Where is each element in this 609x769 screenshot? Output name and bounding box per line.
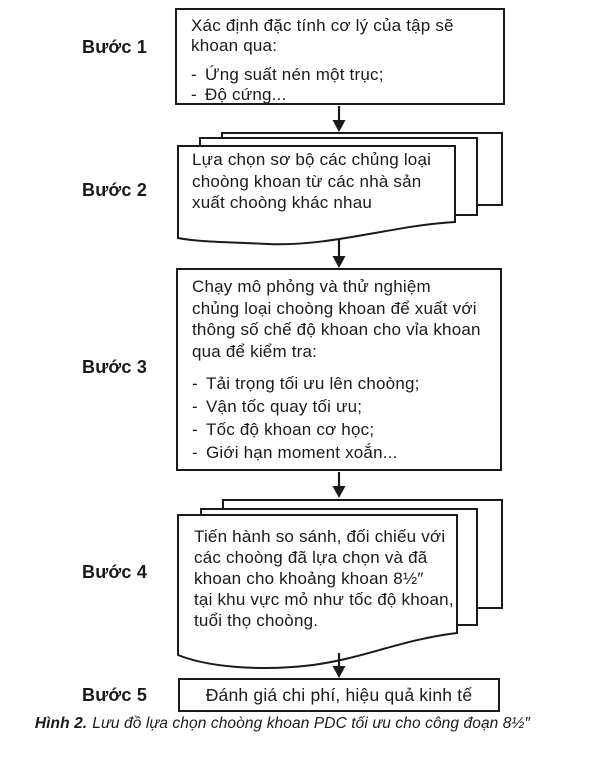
step-label-5: Bước 5 — [82, 685, 148, 705]
step4-text: Tiến hành so sánh, đối chiếu với các choòng đã lựa chọn và đã khoan cho khoảng khoan 8½″ tại khu vực mỏ như tốc độ khoan, tuổi thọ choòng. — [194, 527, 454, 630]
step-label-4: Bước 4 — [82, 562, 148, 582]
step3-box — [176, 268, 502, 471]
down-arrow-icon — [333, 106, 346, 132]
bullet-item: - Ứng suất nén một trục; — [191, 65, 384, 84]
step5-text: Đánh giá chi phí, hiệu quả kinh tế — [205, 684, 473, 705]
bullet-item: - Vận tốc quay tối ưu; — [192, 397, 363, 416]
step3-bullet-list — [192, 372, 486, 464]
step1-box — [175, 8, 505, 105]
step1-bullet-list — [191, 65, 489, 105]
figure-caption-prefix: Hình 2. — [34, 715, 88, 732]
down-arrow-icon — [333, 472, 346, 498]
step-label-2: Bước 2 — [82, 180, 148, 200]
bullet-item: - Độ cứng... — [191, 85, 287, 104]
bullet-item: - Giới hạn moment xoắn... — [192, 443, 398, 462]
down-arrow-icon — [333, 239, 346, 268]
figure-caption — [0, 715, 565, 733]
step-label-1: Bước 1 — [82, 37, 148, 57]
step5-box — [178, 678, 500, 712]
step-label-3: Bước 3 — [82, 357, 148, 377]
step3-text: Chạy mô phỏng và thử nghiệm chủng loại choòng khoan để xuất với thông số chế độ khoan cho vỉa khoan qua để kiểm tra: — [192, 277, 481, 361]
bullet-item: - Tải trọng tối ưu lên choòng; — [192, 374, 420, 393]
step2-text: Lựa chọn sơ bộ các chủng loại choòng khoan từ các nhà sản xuất choòng khác nhau — [192, 150, 432, 212]
bullet-item: - Tốc độ khoan cơ học; — [192, 420, 375, 439]
figure-caption-text: Lưu đồ lựa chọn choòng khoan PDC tối ưu cho công đoạn 8½″ — [92, 715, 531, 732]
step1-text: Xác định đặc tính cơ lý của tập sẽ khoan qua: — [191, 16, 454, 55]
